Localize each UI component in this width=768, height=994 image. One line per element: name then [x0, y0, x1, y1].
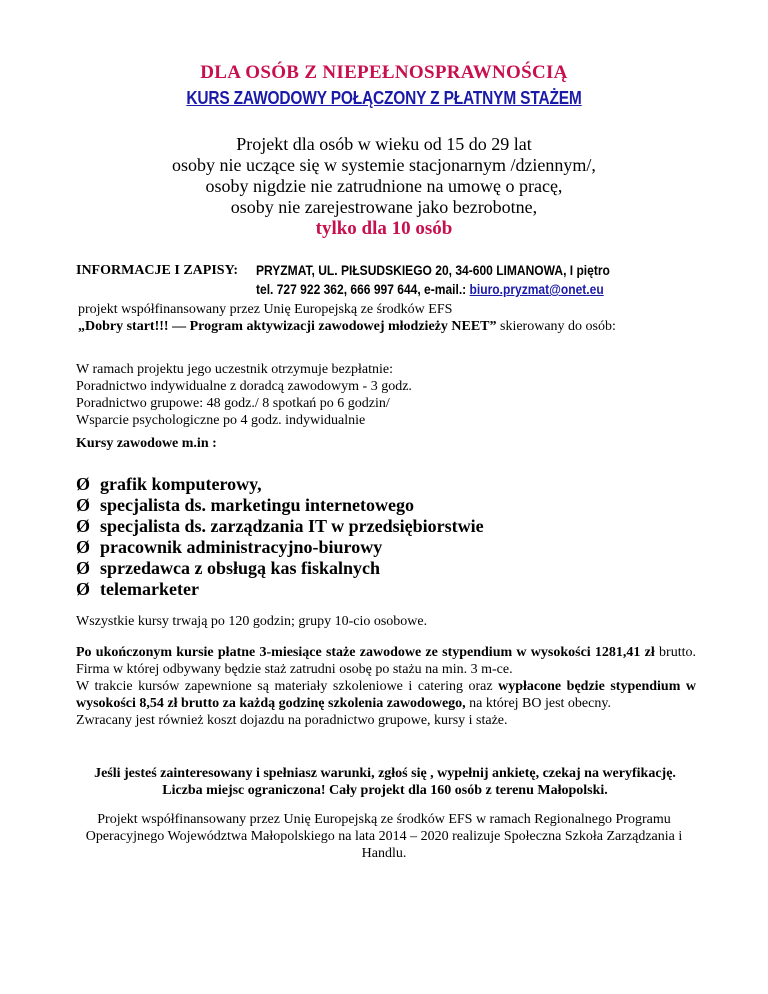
list-item — [76, 537, 484, 558]
course-name: specjalista ds. zarządzania IT w przedsiębiorstwie — [100, 516, 484, 536]
benefit-line: Poradnictwo indywidualne z doradcą zawodowym - 3 godz. — [76, 379, 412, 394]
call-to-action: Jeśli jesteś zainteresowany i spełniasz warunki, zgłoś się , wypełnij ankietę, czekaj na weryfikację. Liczba miejsc ograniczona! Cały projekt dla 160 osób z terenu Małopolski. — [94, 766, 676, 798]
program-title: „Dobry start!!! — Program aktywizacji zawodowej młodzieży NEET” — [78, 319, 497, 334]
program-target: skierowany do osób: — [496, 319, 616, 334]
course-name: telemarketer — [100, 579, 199, 599]
participant-limit: tylko dla 10 osób — [315, 218, 453, 239]
bullet-icon: Ø — [76, 474, 91, 494]
contact-address: PRYZMAT, UL. PIŁSUDSKIEGO 20, 34-600 LIMANOWA, I piętro — [256, 262, 610, 278]
courses-heading: Kursy zawodowe m.in : — [76, 436, 217, 451]
bullet-icon: Ø — [76, 579, 91, 599]
course-name: pracownik administracyjno-biurowy — [100, 537, 383, 557]
eligibility-block — [0, 134, 768, 218]
course-name: grafik komputerowy, — [100, 474, 262, 494]
course-list — [76, 474, 484, 600]
list-item — [76, 579, 484, 600]
course-name: specjalista ds. marketingu internetowego — [100, 495, 414, 515]
email-link[interactable]: biuro.pryzmat@onet.eu — [469, 281, 604, 297]
eligibility-line: Projekt dla osób w wieku od 15 do 29 lat — [236, 134, 532, 154]
list-item — [76, 516, 484, 537]
contact-label: INFORMACJE I ZAPISY: — [76, 263, 239, 278]
funding-footer: Projekt współfinansowany przez Unię Europejską ze środków EFS w ramach Regionalnego Programu Operacyjnego Województwa Małopolskiego na lata 2014 – 2020 realizuje Społeczna Szkoła Zarządzania i Handlu. — [85, 812, 683, 861]
benefit-line: Poradnictwo grupowe: 48 godz./ 8 spotkań po 6 godzin/ — [76, 396, 390, 411]
scholarship-text-start: W trakcie kursów zapewnione są materiały szkoleniowe i catering oraz — [76, 679, 499, 694]
eligibility-line: osoby nie uczące się w systemie stacjonarnym /dziennym/, — [172, 155, 596, 175]
benefits-block — [76, 361, 716, 429]
benefit-line: W ramach projektu jego uczestnik otrzymuje bezpłatnie: — [76, 362, 393, 377]
contact-phone: tel. 727 922 362, 666 997 644, e-mail.: — [256, 281, 470, 297]
contact-phone-line — [256, 281, 604, 297]
bullet-icon: Ø — [76, 516, 91, 536]
eligibility-line: osoby nie zarejestrowane jako bezrobotne, — [230, 197, 538, 217]
bullet-icon: Ø — [76, 537, 91, 557]
eligibility-line: osoby nigdzie nie zatrudnione na umowę o pracę, — [205, 176, 563, 196]
flyer-title: DLA OSÓB Z NIEPEŁNOSPRAWNOŚCIĄ — [200, 62, 568, 83]
scholarship-paragraph — [76, 678, 696, 712]
cofinance-block — [78, 301, 718, 335]
scholarship-text-end: na której BO jest obecny. — [465, 696, 611, 711]
list-item — [76, 495, 484, 516]
course-duration: Wszystkie kursy trwają po 120 godzin; grupy 10-cio osobowe. — [76, 614, 428, 629]
bullet-icon: Ø — [76, 558, 91, 578]
travel-refund-paragraph: Zwracany jest również koszt dojazdu na poradnictwo grupowe, kursy i staże. — [76, 713, 508, 728]
internship-details — [76, 644, 696, 729]
cofinance-line: projekt współfinansowany przez Unię Europejską ze środków EFS — [78, 302, 453, 317]
bullet-icon: Ø — [76, 495, 91, 515]
list-item — [76, 558, 484, 579]
flyer-subtitle: KURS ZAWODOWY POŁĄCZONY Z PŁATNYM STAŻEM — [186, 88, 582, 108]
internship-paragraph — [76, 644, 696, 678]
scholarship-highlight: wypłacone będzie stypendium w wysokości 8,54 zł brutto za każdą godzinę szkolenia zawodowego, — [76, 679, 697, 711]
internship-highlight: Po ukończonym kursie płatne 3-miesiące staże zawodowe ze stypendium w wysokości 1281,41 zł — [76, 645, 655, 660]
benefit-line: Wsparcie psychologiczne po 4 godz. indywidualnie — [76, 413, 366, 428]
course-name: sprzedawca z obsługą kas fiskalnych — [100, 558, 381, 578]
list-item — [76, 474, 484, 495]
program-title-line — [78, 318, 718, 335]
internship-text: brutto. Firma w której odbywany będzie staż zatrudni osobę po stażu na min. 3 m-ce. — [76, 645, 696, 677]
